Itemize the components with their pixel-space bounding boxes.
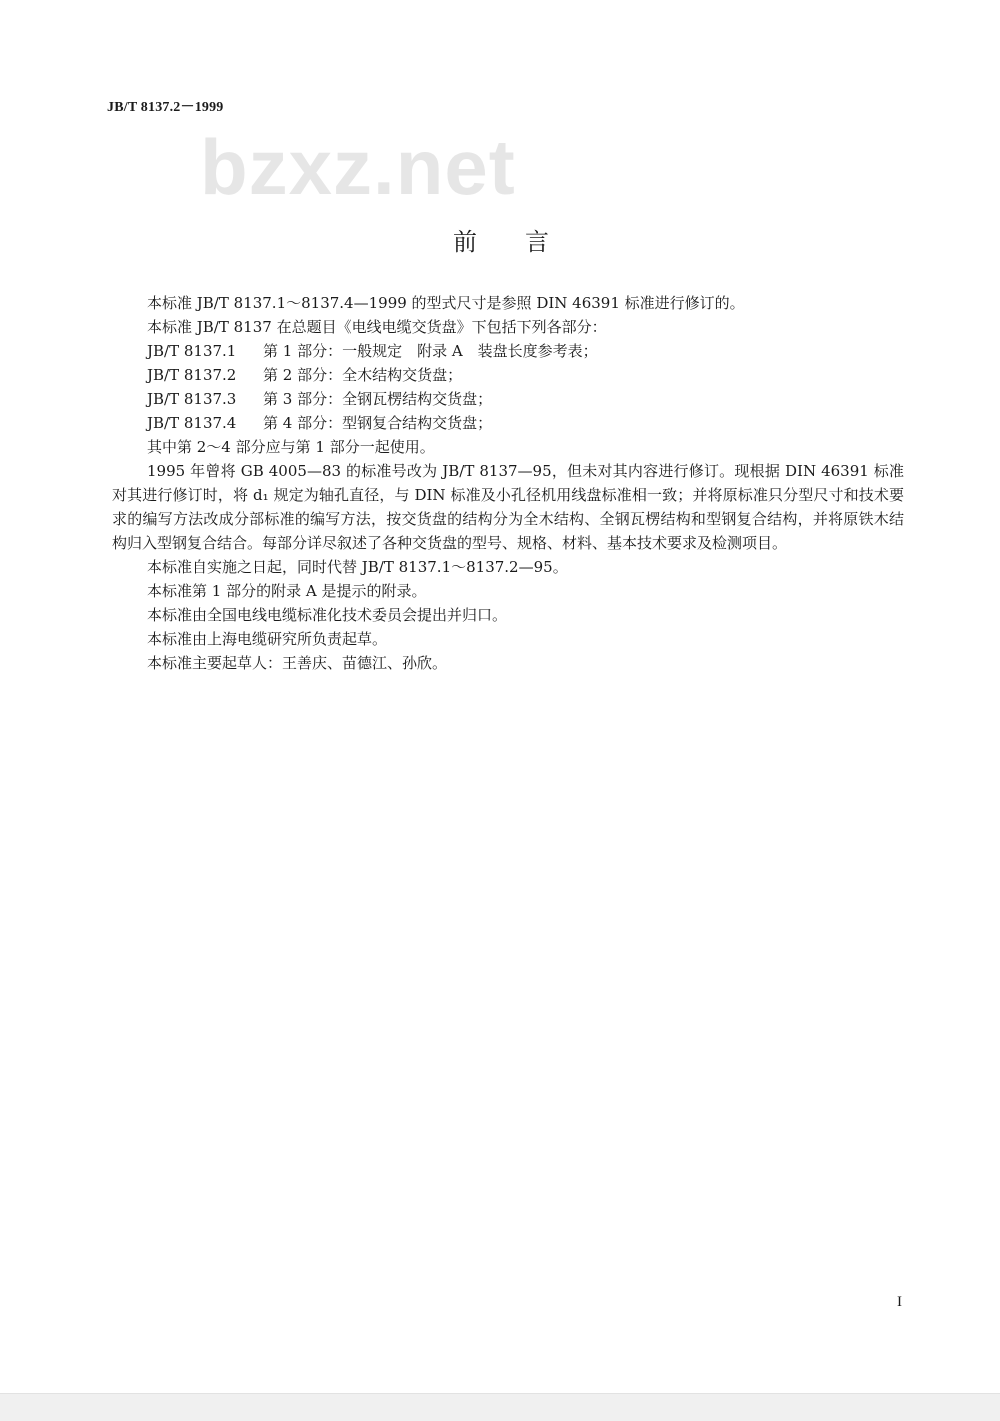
paragraph-usage-note: 其中第 2～4 部分应与第 1 部分一起使用。 (147, 438, 435, 456)
part-code: JB/T 8137.2 (147, 366, 237, 384)
page-title: 前言 (453, 228, 597, 256)
part-code: JB/T 8137.3 (147, 390, 237, 408)
part-name: 第 3 部分：全钢瓦楞结构交货盘； (263, 390, 493, 408)
paragraph-replaces: 本标准自实施之日起，同时代替 JB/T 8137.1～8137.2—95。 (147, 558, 568, 576)
viewer-bottom-bar (0, 1393, 1000, 1421)
watermark: bzxz.net (200, 123, 516, 211)
paragraph-parts-intro: 本标准 JB/T 8137 在总题目《电线电缆交货盘》下包括下列各部分： (147, 318, 607, 336)
part-code: JB/T 8137.1 (147, 342, 237, 360)
paragraph-drafters: 本标准主要起草人：王善庆、苗德江、孙欣。 (147, 654, 448, 672)
paragraph-appendix: 本标准第 1 部分的附录 A 是提示的附录。 (147, 582, 427, 600)
paragraph-drafting-unit: 本标准由上海电缆研究所负责起草。 (147, 630, 388, 648)
foreword-body (112, 291, 904, 675)
page-number: I (897, 1294, 902, 1310)
paragraph-revision-history: 1995 年曾将 GB 4005—83 的标准号改为 JB/T 8137—95，但未对其内容进行修订。现根据 DIN 46391 标准对其进行修订时，将 d₁ 规定为轴孔直径，与 DIN 标准及小孔径机用线盘标准相一致；并将原标准只分型尺寸和技术要求的编写方法改成分部标准的编写方法，按交货盘的结构分为全木结构、全钢瓦楞结构和型钢复合结构，并将原铁木结构归入型钢复合结合。每部分详尽叙述了各种交货盘的型号、规格、材料、基本技术要求及检测项目。 (112, 462, 904, 552)
part-name: 第 4 部分：型钢复合结构交货盘； (263, 414, 493, 432)
part-list-item (112, 363, 904, 387)
paragraph-proposer: 本标准由全国电线电缆标准化技术委员会提出并归口。 (147, 606, 508, 624)
part-name: 第 2 部分：全木结构交货盘； (263, 366, 463, 384)
part-list-item (112, 411, 904, 435)
part-list-item (112, 339, 904, 363)
standard-code: JB/T 8137.2－1999 (107, 100, 224, 115)
part-list-item (112, 387, 904, 411)
paragraph-reference: 本标准 JB/T 8137.1～8137.4—1999 的型式尺寸是参照 DIN 46391 标准进行修订的。 (147, 294, 745, 312)
part-code: JB/T 8137.4 (147, 414, 237, 432)
part-name: 第 1 部分：一般规定 附录 A 装盘长度参考表； (263, 342, 598, 360)
